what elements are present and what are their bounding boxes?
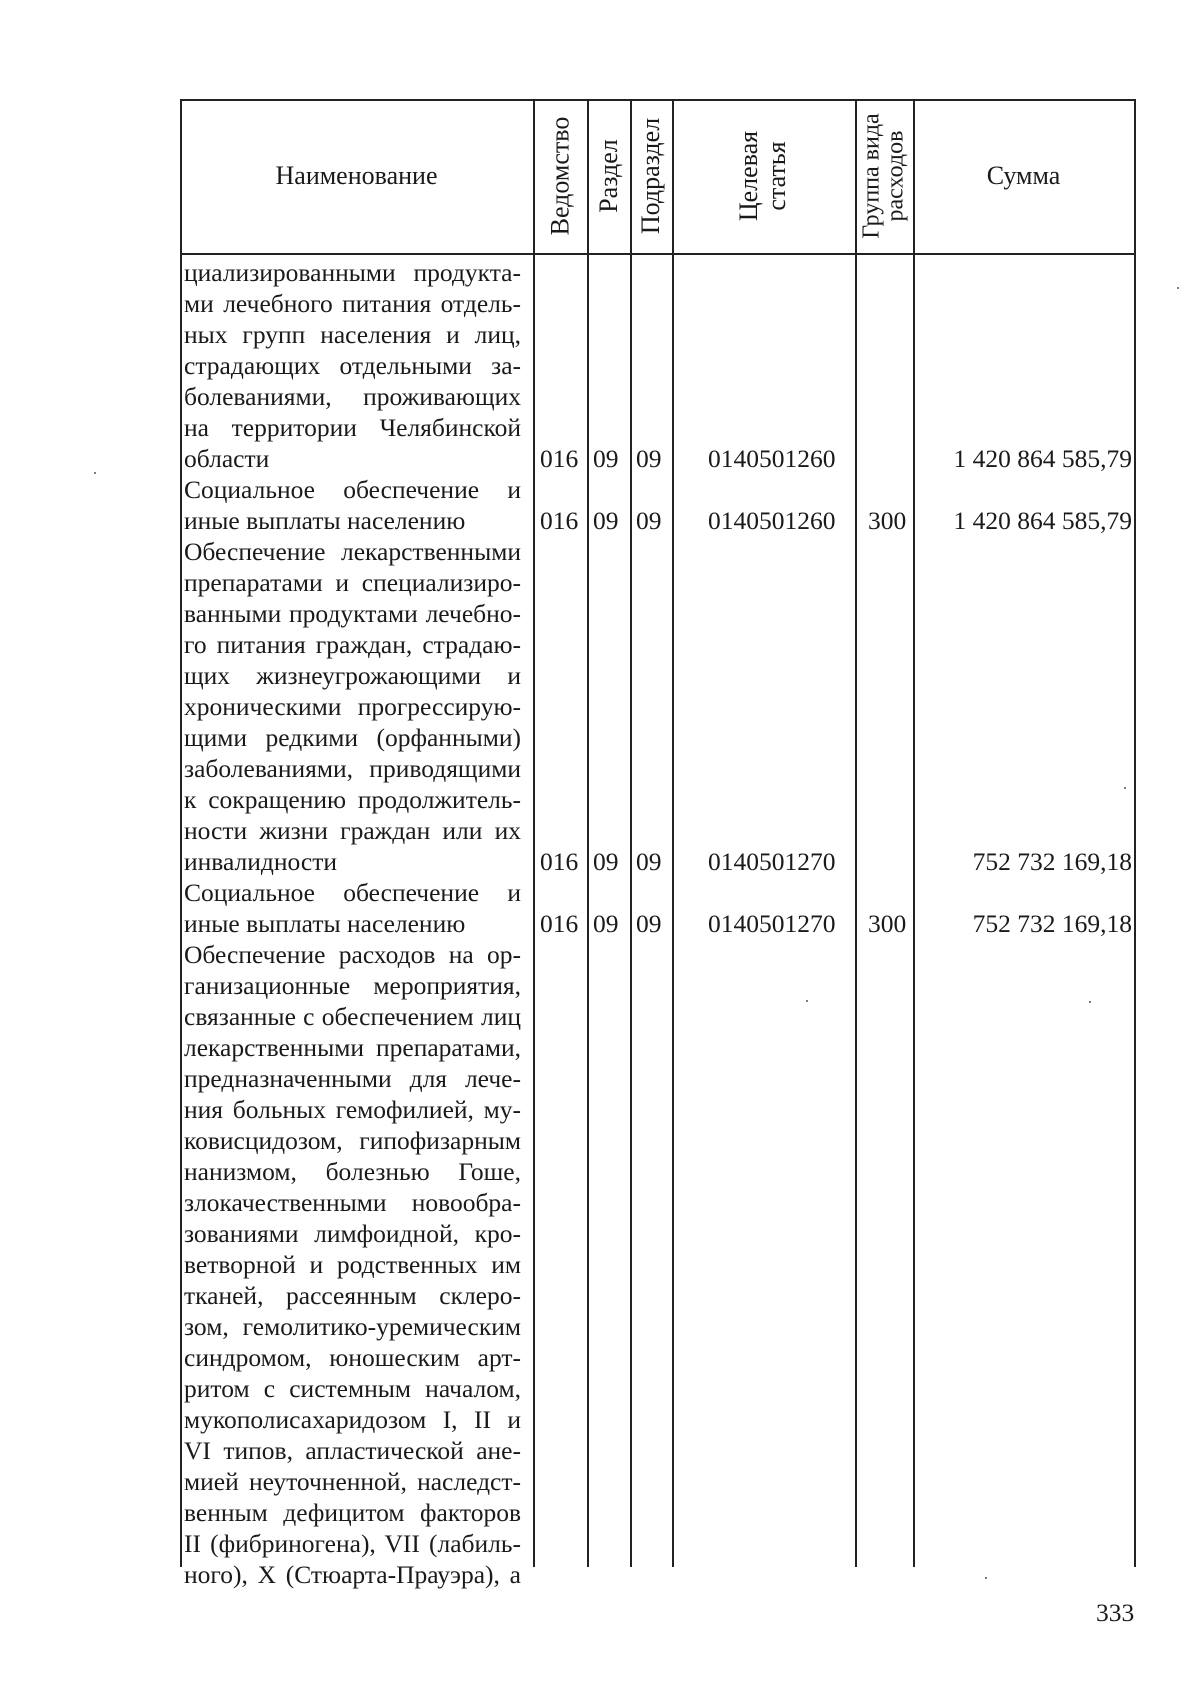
table-row-name: Обеспечение расходов на ор- ганизационные мероприятия, связанные с обеспечением лиц лекарственными препаратами, предназначенными для лече- ния больных гемофилией, му- ковисцидозом, гипофизарным нанизмом, болезнью Гоше, злокачественными новообра- зованиями лимфоидной, кро- ветворной и родственных им тканей, рассеянным склеро- зом, гемолитико-уремическим синдромом, юношеским арт- ритом с системным началом, мукополисахаридозом I, II и VI типов, апластической ане- мией неуточненной, наследст- венным дефицитом факторов II (фибриногена), VII (лабиль- ного), X (Стюарта-Прауэра), а	[184, 940, 521, 1589]
cell-vedomstvo: 016	[540, 847, 579, 876]
cell-razdel: 09	[593, 909, 619, 938]
cell-razdel: 09	[593, 847, 619, 876]
table-row-name: Социальное обеспечение и иные выплаты населению	[184, 878, 521, 938]
scan-speck	[985, 1577, 987, 1579]
cell-razdel: 09	[593, 506, 619, 535]
table-border-right	[1134, 99, 1136, 1567]
column-divider	[672, 99, 674, 1567]
table-row-name: циализированными продукта- ми лечебного питания отдель- ных групп населения и лиц, страдающих отдельными за- болеваниями, проживающих на территории Челябинской области	[184, 258, 521, 473]
cell-celevaya-statya: 0140501260	[708, 506, 836, 535]
column-divider	[533, 99, 535, 1567]
scan-speck	[1177, 287, 1179, 289]
scan-speck	[94, 472, 96, 474]
header-name: Наименование	[275, 161, 438, 190]
header-divider	[180, 253, 1136, 255]
page-number: 333	[1096, 1598, 1135, 1627]
header-vedomstvo: Ведомство	[545, 116, 575, 236]
cell-celevaya-statya: 0140501260	[708, 444, 836, 473]
cell-vedomstvo: 016	[540, 444, 579, 473]
table-row-name: Социальное обеспечение и иные выплаты населению	[184, 475, 521, 535]
cell-podrazdel: 09	[636, 909, 662, 938]
budget-table	[180, 99, 1136, 1589]
cell-podrazdel: 09	[636, 444, 662, 473]
cell-celevaya-statya: 0140501270	[708, 847, 836, 876]
header-summa: Сумма	[986, 161, 1061, 190]
header-gruppa-vida-rashodov: Группа вида расходов	[859, 113, 909, 239]
cell-summa: 752 732 169,18	[972, 847, 1132, 876]
cell-gruppa: 300	[868, 506, 907, 535]
column-divider	[855, 99, 857, 1567]
cell-razdel: 09	[593, 444, 619, 473]
table-row-name: Обеспечение лекарственными препаратами и специализиро- ванными продуктами лечебно- го питания граждан, страдаю- щих жизнеугрожающими и хроническими прогрессирую- щими редкими (орфанными) заболеваниями, приводящими к сокращению продолжитель- ности жизни граждан или их инвалидности	[184, 537, 521, 876]
scan-speck	[1089, 1001, 1091, 1003]
header-razdel: Раздел	[593, 139, 623, 213]
cell-summa: 1 420 864 585,79	[953, 444, 1132, 473]
header-podrazdel: Подраздел	[636, 117, 665, 235]
column-divider	[913, 99, 915, 1567]
cell-podrazdel: 09	[636, 506, 662, 535]
scan-speck	[1124, 787, 1126, 789]
column-divider	[587, 99, 589, 1567]
header-celevaya-statya: Целевая статья	[734, 130, 792, 222]
cell-podrazdel: 09	[636, 847, 662, 876]
cell-gruppa: 300	[868, 909, 907, 938]
cell-vedomstvo: 016	[540, 506, 579, 535]
cell-summa: 752 732 169,18	[972, 909, 1132, 938]
scan-speck	[806, 1000, 808, 1002]
cell-summa: 1 420 864 585,79	[953, 506, 1132, 535]
cell-celevaya-statya: 0140501270	[708, 909, 836, 938]
column-divider	[630, 99, 632, 1567]
cell-vedomstvo: 016	[540, 909, 579, 938]
